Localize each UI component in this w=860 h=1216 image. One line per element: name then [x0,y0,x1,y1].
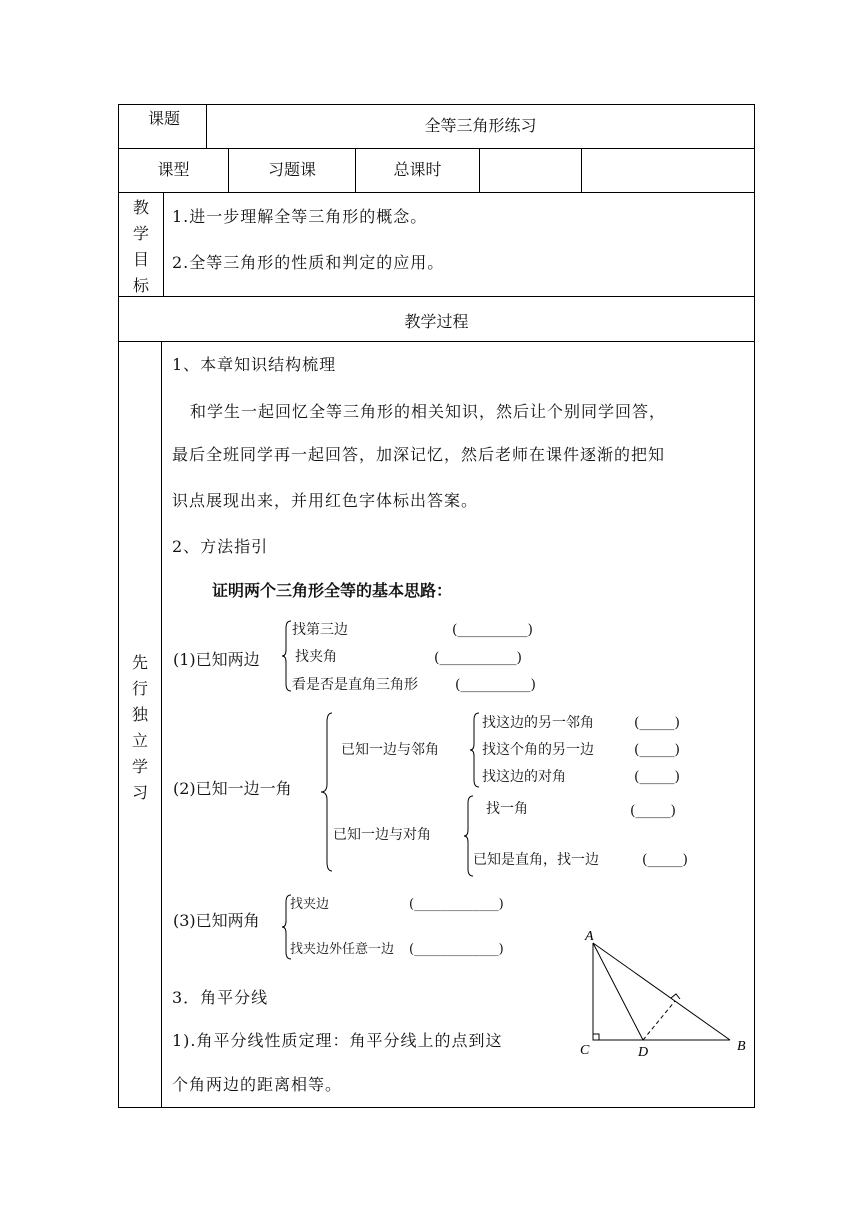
group2-brace [320,712,334,872]
side-label-4: 立 [131,731,148,750]
topic-value: 全等三角形练习 [424,116,537,135]
process-title: 教学过程 [404,312,469,331]
group1-item-a: 找第三边 [292,622,348,638]
side-label-2: 行 [131,679,148,698]
point-label-d: D [638,1045,649,1060]
table-top-border [118,104,755,105]
group2-sub2-item-b: 已知是直角，找一边 [473,852,599,868]
hours-label: 总课时 [393,160,442,179]
row3-bottom [118,296,755,297]
paragraph-line-5: 个角两边的距离相等。 [172,1075,343,1094]
group2-sub2-item-a-blank: (_____) [630,803,676,819]
goals-label-1: 教 [132,198,149,217]
row4-bottom [118,341,755,342]
group2-sub1-item-c: 找这边的对角 [482,769,566,785]
group3-item-a: 找夹边 [290,897,330,912]
side-label-1: 先 [131,653,148,672]
group1-label: (1)已知两边 [173,650,260,669]
group2-sub1-brace [469,712,481,788]
triangle-figure [575,922,755,1062]
group2-label: (2)已知一边一角 [173,779,292,798]
group2-sub2-item-b-blank: (_____) [642,852,688,868]
point-label-c: C [580,1043,590,1058]
paragraph-line-1: 和学生一起回忆全等三角形的相关知识，然后让个别同学回答， [190,402,667,421]
section-heading-2: 2、方法指引 [172,537,269,556]
paragraph-line-3: 识点展现出来，并用红色字体标出答案。 [172,491,479,510]
row2-divider-4 [581,148,582,192]
side-label-3: 独 [131,705,148,724]
group1-item-a-blank: (__________) [452,622,533,638]
group2-sub1-item-a: 找这边的另一邻角 [482,715,594,731]
table-left-border [118,104,119,1108]
group2-sub1-item-c-blank: (_____) [634,769,680,785]
group1-item-b-blank: (___________) [434,650,522,666]
group2-sub1-item-a-blank: (_____) [634,715,680,731]
side-label-6: 习 [131,783,148,802]
paragraph-line-4: 1).角平分线性质定理：角平分线上的点到这 [172,1031,503,1050]
point-label-a: A [585,929,594,944]
section-heading-1: 1、本章知识结构梳理 [172,355,337,374]
row2-divider-3 [479,148,480,192]
goal-item-1: 1.进一步理解全等三角形的概念。 [172,207,428,226]
table-bottom-border [118,1107,755,1108]
side-label-5: 学 [131,757,148,776]
group3-label: (3)已知两角 [173,911,260,930]
group1-item-b: 找夹角 [295,649,337,665]
goals-label-3: 目 [132,250,149,269]
goals-label-2: 学 [132,224,149,243]
group2-sub1-item-b-blank: (_____) [634,742,680,758]
row2-bottom [118,192,755,193]
type-value: 习题课 [267,160,316,179]
type-label: 课型 [157,160,190,179]
group2-sub1-item-b: 找这个角的另一边 [482,742,594,758]
paragraph-line-2: 最后全班同学再一起回答，加深记忆，然后老师在课件逐渐的把知 [172,445,666,464]
group1-item-c: 看是否是直角三角形 [292,677,418,693]
group1-item-c-blank: (__________) [455,677,536,693]
point-label-b: B [737,1039,746,1054]
group2-sub2: 已知一边与对角 [333,827,431,843]
row5-divider [161,341,162,1108]
section-heading-3: 3．角平分线 [172,988,269,1007]
topic-label: 课题 [148,109,181,128]
group2-sub2-item-a: 找一角 [486,801,528,817]
group3-item-b-blank: (_____________) [409,942,504,957]
goals-label-4: 标 [132,276,149,295]
row1-bottom [118,148,755,149]
goal-item-2: 2.全等三角形的性质和判定的应用。 [172,253,445,272]
proof-title: 证明两个三角形全等的基本思路： [212,581,453,600]
group3-item-b: 找夹边外任意一边 [290,942,395,957]
row3-divider [163,192,164,296]
group3-item-a-blank: (_____________) [409,897,504,912]
group2-sub1: 已知一边与邻角 [341,742,439,758]
